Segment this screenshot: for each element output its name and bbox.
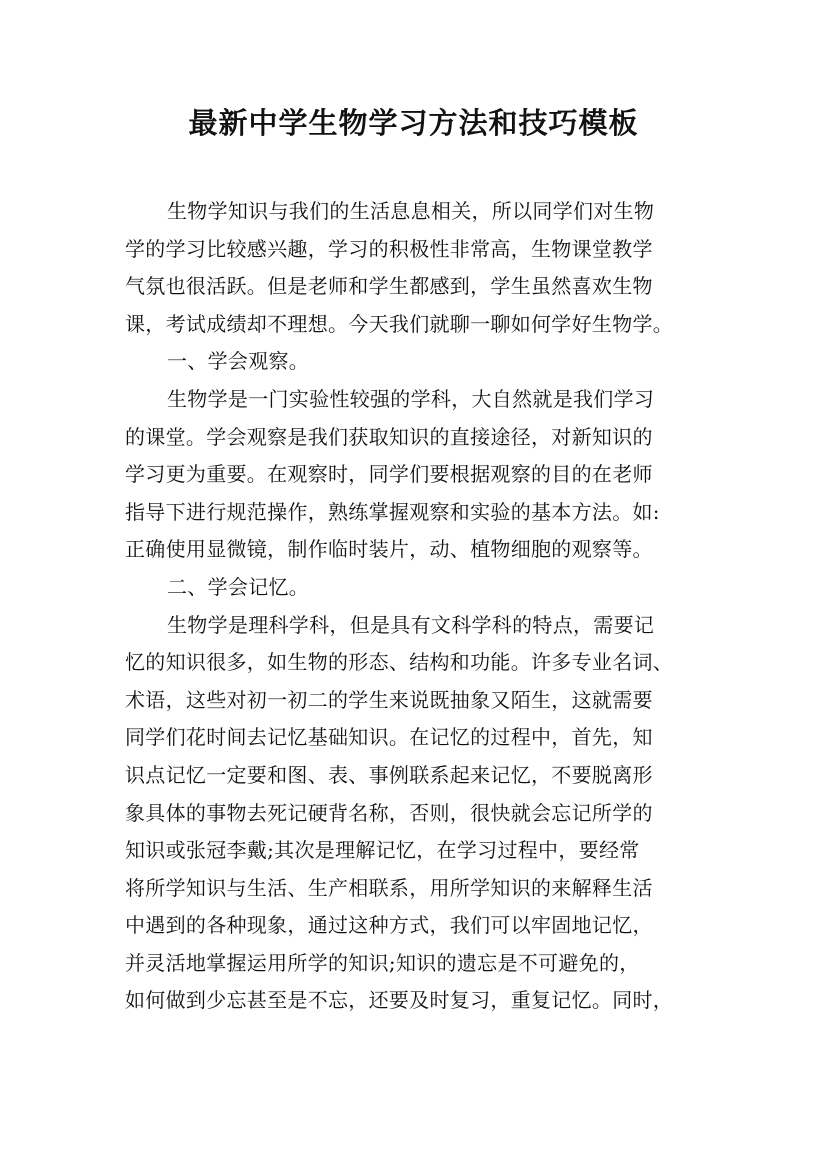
text-line: 生物学知识与我们的生活息息相关，所以同学们对生物 xyxy=(167,199,655,223)
text-line: 气氛也很活跃。但是老师和学生都感到，学生虽然喜欢生物 xyxy=(125,274,653,299)
text-line: 并灵活地掌握运用所学的知识;知识的遗忘是不可避免的， xyxy=(125,950,640,975)
text-line: 学习更为重要。在观察时，同学们要根据观察的目的在老师 xyxy=(125,462,653,487)
document-body xyxy=(125,193,715,1020)
text-line: 忆的知识很多，如生物的形态、结构和功能。许多专业名词、 xyxy=(125,650,674,675)
text-line: 二、学会记忆。 xyxy=(167,574,310,599)
text-line: 识点记忆一定要和图、表、事例联系起来记忆，不要脱离形 xyxy=(125,762,653,787)
document-title: 最新中学生物学习方法和技巧模板 xyxy=(188,106,639,140)
text-line: 术语，这些对初一初二的学生来说既抽象又陌生，这就需要 xyxy=(125,687,653,712)
text-line: 生物学是一门实验性较强的学科，大自然就是我们学习 xyxy=(167,386,655,411)
text-line: 将所学知识与生活、生产相联系，用所学知识的来解释生活 xyxy=(125,875,653,900)
text-line: 同学们花时间去记忆基础知识。在记忆的过程中，首先，知 xyxy=(125,725,653,750)
text-line: 课，考试成绩却不理想。今天我们就聊一聊如何学好生物学。 xyxy=(125,311,674,336)
text-line: 指导下进行规范操作，熟练掌握观察和实验的基本方法。如: xyxy=(125,499,660,524)
text-line: 象具体的事物去死记硬背名称，否则，很快就会忘记所学的 xyxy=(125,800,653,825)
text-line: 生物学是理科学科，但是具有文科学科的特点，需要记 xyxy=(167,612,655,637)
text-line: 学的学习比较感兴趣，学习的积极性非常高，生物课堂教学 xyxy=(125,236,653,261)
text-line: 如何做到少忘甚至是不忘，还要及时复习，重复记忆。同时， xyxy=(125,988,674,1013)
text-line: 中遇到的各种现象，通过这种方式，我们可以牢固地记忆， xyxy=(125,913,653,938)
text-line: 知识或张冠李戴;其次是理解记忆，在学习过程中，要经常 xyxy=(125,838,640,863)
text-line: 一、学会观察。 xyxy=(167,349,310,374)
text-line: 的课堂。学会观察是我们获取知识的直接途径，对新知识的 xyxy=(125,424,653,449)
text-line: 正确使用显微镜，制作临时装片，动、植物细胞的观察等。 xyxy=(125,537,653,562)
